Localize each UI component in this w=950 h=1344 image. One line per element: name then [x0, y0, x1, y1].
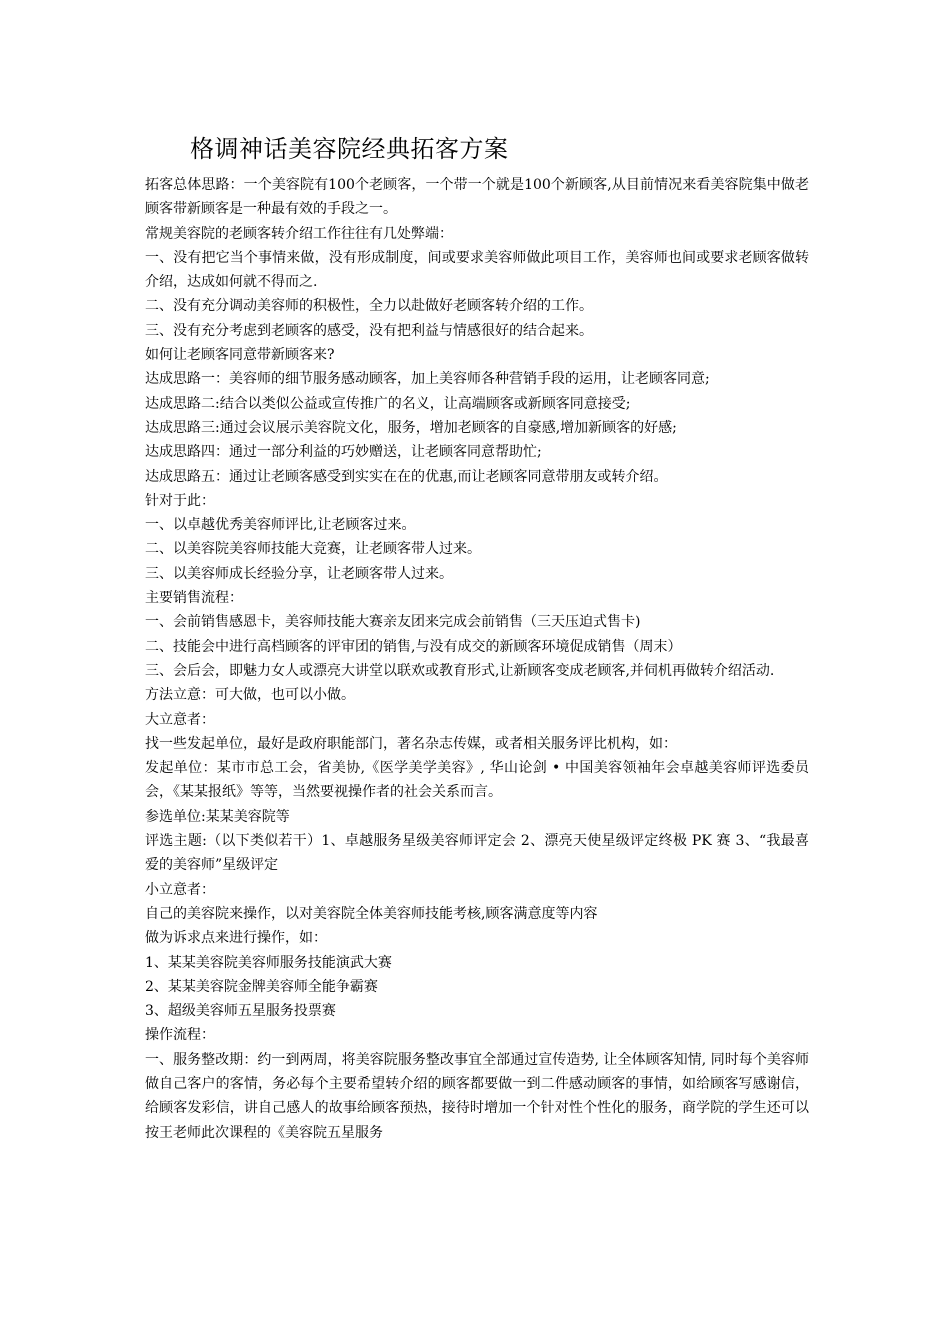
document-paragraph: 操作流程： — [145, 1027, 215, 1044]
document-paragraph: 达成思路一：美容师的细节服务感动顾客，加上美容师各种营销手段的运用，让老顾客同意; — [145, 371, 710, 388]
document-paragraph: 参选单位:某某美容院等 — [145, 808, 290, 825]
document-paragraph: 一、没有把它当个事情来做，没有形成制度，间或要求美容师做此项目工作，美容师也间或要求老顾客做转介绍，达成如何就不得而之. — [145, 249, 809, 291]
document-paragraph: 一、以卓越优秀美容师评比,让老顾客过来。 — [145, 517, 416, 534]
document-paragraph: 方法立意：可大做，也可以小做。 — [145, 687, 355, 704]
document-paragraph: 三、以美容师成长经验分享，让老顾客带人过来。 — [145, 565, 453, 582]
document-paragraph: 达成思路二:结合以类似公益或宣传推广的名义，让高端顾客或新顾客同意接受; — [145, 395, 631, 412]
document-paragraph: 达成思路五：通过让老顾客感受到实实在在的优惠,而让老顾客同意带朋友或转介绍。 — [145, 468, 668, 485]
document-paragraph: 发起单位：某市市总工会，省美协,《医学美学美容》, 华山论剑 • 中国美容领袖年会卓越美容师评选委员会，《某某报纸》等等，当然要视操作者的社会关系而言。 — [145, 760, 809, 801]
document-paragraph: 如何让老顾客同意带新顾客来? — [145, 347, 335, 364]
document-paragraph: 小立意者： — [145, 881, 215, 898]
document-paragraph: 达成思路三:通过会议展示美容院文化，服务，增加老顾客的自豪感,增加新顾客的好感; — [145, 419, 677, 436]
document-paragraph: 一、服务整改期：约一到两周，将美容院服务整改事宜全部通过宣传造势, 让全体顾客知情, 同时每个美容师做自己客户的客情，务必每个主要希望转介绍的顾客都要做一到二件感动顾客的事情，如给顾客写感谢信，给顾客发彩信，讲自己感人的故事给顾客预热，接待时增加一个针对性个性化的服务，商学院的学生还可以按王老师此次课程的《美容院五星服务 — [145, 1051, 809, 1141]
document-paragraph: 一、会前销售感恩卡，美容师技能大赛亲友团来完成会前销售（三天压迫式售卡) — [145, 614, 641, 631]
document-paragraph: 二、没有充分调动美容师的积极性，全力以赴做好老顾客转介绍的工作。 — [145, 298, 593, 315]
document-paragraph: 拓客总体思路：一个美容院有100个老顾客，一个带一个就是100个新顾客,从目前情况来看美容院集中做老顾客带新顾客是一种最有效的手段之一。 — [145, 177, 809, 218]
document-paragraph: 针对于此： — [145, 492, 215, 509]
document-paragraph: 二、技能会中进行高档顾客的评审团的销售,与没有成交的新顾客环境促成销售（周末） — [145, 638, 682, 655]
document-paragraph: 达成思路四：通过一部分利益的巧妙赠送，让老顾客同意帮助忙; — [145, 444, 542, 461]
document-paragraph: 自己的美容院来操作，以对美容院全体美容师技能考核,顾客满意度等内容 — [145, 905, 598, 922]
document-paragraph: 做为诉求点来进行操作，如： — [145, 930, 327, 947]
document-title: 格调神话美容院经典拓客方案 — [190, 135, 509, 163]
document-paragraph: 三、会后会，即魅力女人或漂亮大讲堂以联欢或教育形式,让新顾客变成老顾客,并伺机再做转介绍活动. — [145, 662, 775, 679]
document-paragraph: 找一些发起单位，最好是政府职能部门，著名杂志传媒，或者相关服务评比机构，如： — [145, 735, 677, 752]
document-paragraph: 1、某某美容院美容师服务技能演武大赛 — [145, 954, 392, 971]
document-paragraph: 三、没有充分考虑到老顾客的感受，没有把利益与情感很好的结合起来。 — [145, 322, 593, 339]
document-paragraph: 评选主题:（以下类似若干）1、卓越服务星级美容师评定会 2、漂亮天使星级评定终极 PK 赛 3、“我最喜爱的美容师”星级评定 — [145, 833, 809, 874]
document-paragraph: 主要销售流程： — [145, 590, 243, 607]
document-paragraph: 大立意者： — [145, 711, 215, 728]
document-paragraph: 二、以美容院美容师技能大竞赛，让老顾客带人过来。 — [145, 541, 481, 558]
document-paragraph: 常规美容院的老顾客转介绍工作往往有几处弊端： — [145, 225, 453, 242]
document-paragraph: 3、超级美容师五星服务投票赛 — [145, 1003, 336, 1020]
document-paragraph: 2、某某美容院金牌美容师全能争霸赛 — [145, 978, 378, 995]
document-body — [145, 173, 809, 1145]
